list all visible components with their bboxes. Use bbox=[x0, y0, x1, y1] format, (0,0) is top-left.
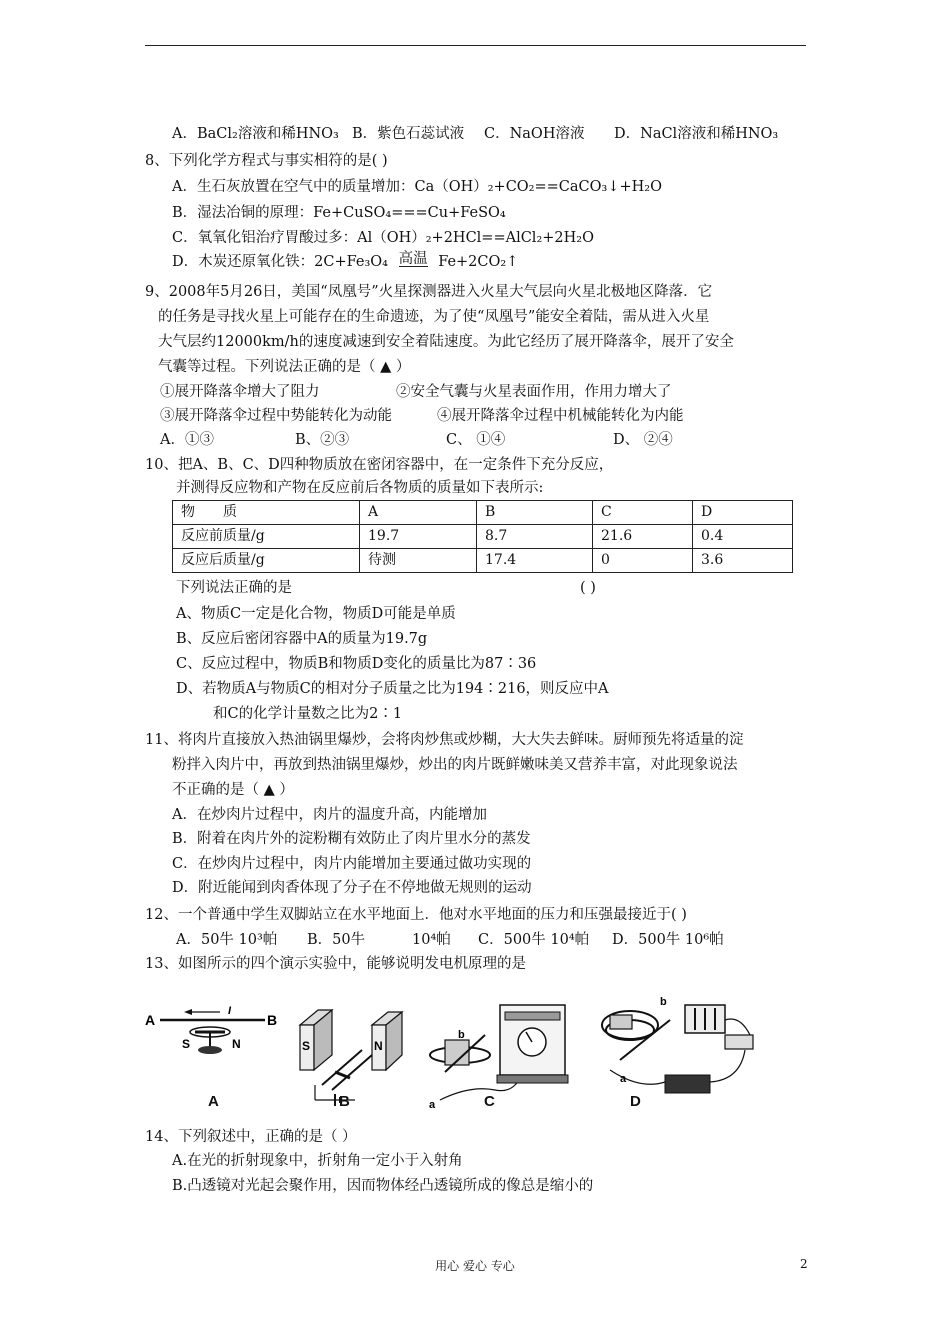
q8-option-d bbox=[172, 252, 518, 272]
q10-question: 下列说法正确的是 bbox=[176, 580, 292, 596]
q13-figures bbox=[140, 990, 780, 1115]
q9-line1: 9、2008年5月26日，美国“凤凰号”火星探测器进入火星大气层向火星北极地区降落．它 bbox=[145, 284, 713, 300]
table-header-row bbox=[173, 501, 793, 525]
figure-label-a: A bbox=[208, 1093, 219, 1110]
q8-option-b: B．湿法冶铜的原理：Fe+CuSO₄===Cu+FeSO₄ bbox=[172, 205, 506, 221]
table-cell: D bbox=[693, 501, 793, 525]
table-cell: 待测 bbox=[360, 549, 477, 573]
table-row bbox=[173, 525, 793, 549]
q14-option-b: B.凸透镜对光起会聚作用，因而物体经凸透镜所成的像总是缩小的 bbox=[172, 1178, 594, 1194]
q12-option-b: B．50牛 bbox=[307, 932, 366, 948]
q8-option-a: A．生石灰放置在空气中的质量增加：Ca（OH）₂+CO₂==CaCO₃↓+H₂O bbox=[172, 179, 662, 195]
q7-option-c: C．NaOH溶液 bbox=[484, 126, 585, 142]
figure-b-pole-n: N bbox=[374, 1039, 383, 1053]
figure-b-magnet-rails bbox=[300, 1010, 402, 1106]
q9-option-b: B、②③ bbox=[295, 432, 350, 448]
q10-stem-2: 并测得反应物和产物在反应前后各物质的质量如下表所示: bbox=[176, 480, 544, 496]
table-cell: 反应后质量/g bbox=[173, 549, 360, 573]
figure-a-pole-s: S bbox=[182, 1037, 191, 1051]
figure-a-pole-n: N bbox=[232, 1037, 241, 1051]
q10-table bbox=[172, 500, 793, 573]
table-cell: B bbox=[477, 501, 593, 525]
table-cell: 3.6 bbox=[693, 549, 793, 573]
q11-option-d: D．附近能闻到肉香体现了分子在不停地做无规则的运动 bbox=[172, 880, 532, 896]
q10-answer-paren: ( ) bbox=[580, 580, 596, 596]
page-footer: 用心 爱心 专心 bbox=[435, 1259, 515, 1273]
table-cell: 8.7 bbox=[477, 525, 593, 549]
q11-line1: 11、将肉片直接放入热油锅里爆炒，会将肉炒焦或炒糊，大大失去鲜味。厨师预先将适量的淀 bbox=[145, 732, 744, 748]
figure-b-pole-s: S bbox=[302, 1039, 311, 1053]
figure-c-label-b: b bbox=[458, 1029, 465, 1041]
table-cell: A bbox=[360, 501, 477, 525]
q8-stem: 8、下列化学方程式与事实相符的是( ) bbox=[145, 153, 388, 169]
q13-stem: 13、如图所示的四个演示实验中，能够说明发电机原理的是 bbox=[145, 956, 526, 972]
figure-c-label-a: a bbox=[429, 1099, 436, 1111]
q8-d-products: Fe+2CO₂↑ bbox=[438, 254, 519, 270]
q10-stem-1: 10、把A、B、C、D四种物质放在密闭容器中，在一定条件下充分反应， bbox=[145, 457, 614, 473]
q12-option-c: C．500牛 10⁴帕 bbox=[478, 932, 590, 948]
q9-option-a: A．①③ bbox=[160, 432, 214, 448]
table-cell: 0.4 bbox=[693, 525, 793, 549]
q12-stem: 12、一个普通中学生双脚站立在水平地面上．他对水平地面的压力和压强最接近于( ) bbox=[145, 907, 687, 923]
table-row bbox=[173, 549, 793, 573]
figure-a-label-right: B bbox=[267, 1012, 278, 1028]
table-cell: 21.6 bbox=[593, 525, 693, 549]
q11-option-a: A．在炒肉片过程中，肉片的温度升高，内能增加 bbox=[172, 807, 487, 823]
figure-label-b: B bbox=[339, 1093, 350, 1110]
q9-option-d: D、 ②④ bbox=[613, 432, 673, 448]
q9-line3: 大气层约12000km/h的速度减速到安全着陆速度。为此它经历了展开降落伞，展开了安全 bbox=[158, 334, 734, 350]
q9-statement-2: ②安全气囊与火星表面作用，作用力增大了 bbox=[396, 384, 672, 400]
q10-option-c: C、反应过程中，物质B和物质D变化的质量比为87∶36 bbox=[176, 656, 537, 672]
q13-figures-drawing bbox=[140, 990, 780, 1115]
table-cell: 反应前质量/g bbox=[173, 525, 360, 549]
figure-a-wire-compass bbox=[145, 1005, 277, 1054]
q11-option-b: B．附着在肉片外的淀粉糊有效防止了肉片里水分的蒸发 bbox=[172, 831, 531, 847]
q8-option-c: C．氧氧化铝治疗胃酸过多：Al（OH）₂+2HCl==AlCl₂+2H₂O bbox=[172, 230, 594, 246]
q10-option-b: B、反应后密闭容器中A的质量为19.7g bbox=[176, 631, 428, 647]
q8-d-reactants: D．木炭还原氧化铁：2C+Fe₃O₄ bbox=[172, 254, 388, 270]
table-cell: 17.4 bbox=[477, 549, 593, 573]
q11-option-c: C．在炒肉片过程中，肉片内能增加主要通过做功实现的 bbox=[172, 856, 532, 872]
q14-option-a: A.在光的折射现象中，折射角一定小于入射角 bbox=[172, 1153, 463, 1169]
figure-c-galvanometer bbox=[429, 1005, 568, 1111]
q9-statement-3: ③展开降落伞过程中势能转化为动能 bbox=[160, 408, 392, 424]
figure-a-current-label: I bbox=[228, 1005, 232, 1017]
table-cell: 0 bbox=[593, 549, 693, 573]
figure-d-label-a: a bbox=[620, 1073, 627, 1085]
q14-stem: 14、下列叙述中，正确的是（ ） bbox=[145, 1129, 357, 1145]
q12-option-d: D．500牛 10⁶帕 bbox=[612, 932, 724, 948]
q9-statement-1: ①展开降落伞增大了阻力 bbox=[160, 384, 320, 400]
q10-option-a: A、物质C一定是化合物，物质D可能是单质 bbox=[176, 606, 456, 622]
figure-a-label-left: A bbox=[145, 1012, 156, 1028]
q7-option-d: D．NaCl溶液和稀HNO₃ bbox=[614, 126, 779, 142]
q9-option-c: C、 ①④ bbox=[446, 432, 506, 448]
figure-label-d: D bbox=[630, 1093, 641, 1110]
table-cell: C bbox=[593, 501, 693, 525]
table-cell: 物 质 bbox=[173, 501, 360, 525]
figure-d-coil-battery bbox=[602, 996, 753, 1093]
header-rule bbox=[145, 45, 806, 46]
q10-option-d-2: 和C的化学计量数之比为2∶1 bbox=[213, 706, 403, 722]
table-cell: 19.7 bbox=[360, 525, 477, 549]
q12-option-b-pressure: 10⁴帕 bbox=[412, 932, 451, 948]
q7-option-b: B．紫色石蕊试液 bbox=[352, 126, 465, 142]
figure-d-label-b: b bbox=[660, 996, 667, 1008]
q9-statement-4: ④展开降落伞过程中机械能转化为内能 bbox=[437, 408, 684, 424]
q12-option-a: A．50牛 10³帕 bbox=[176, 932, 278, 948]
q9-line2: 的任务是寻找火星上可能存在的生命遗迹，为了使“凤凰号”能安全着陆，需从进入火星 bbox=[158, 309, 710, 325]
q11-line2: 粉拌入肉片中，再放到热油锅里爆炒，炒出的肉片既鲜嫩味美又营养丰富，对此现象说法 bbox=[172, 757, 738, 773]
q11-line3: 不正确的是（ ▲ ） bbox=[172, 782, 294, 798]
page-number: 2 bbox=[800, 1257, 808, 1271]
q9-line4: 气囊等过程。下列说法正确的是（ ▲ ） bbox=[158, 359, 411, 375]
q10-option-d-1: D、若物质A与物质C的相对分子质量之比为194∶216，则反应中A bbox=[176, 681, 609, 697]
q8-d-condition: 高温 bbox=[398, 251, 428, 267]
q7-option-a: A．BaCl₂溶液和稀HNO₃ bbox=[172, 126, 339, 142]
figure-label-c: C bbox=[484, 1093, 495, 1110]
